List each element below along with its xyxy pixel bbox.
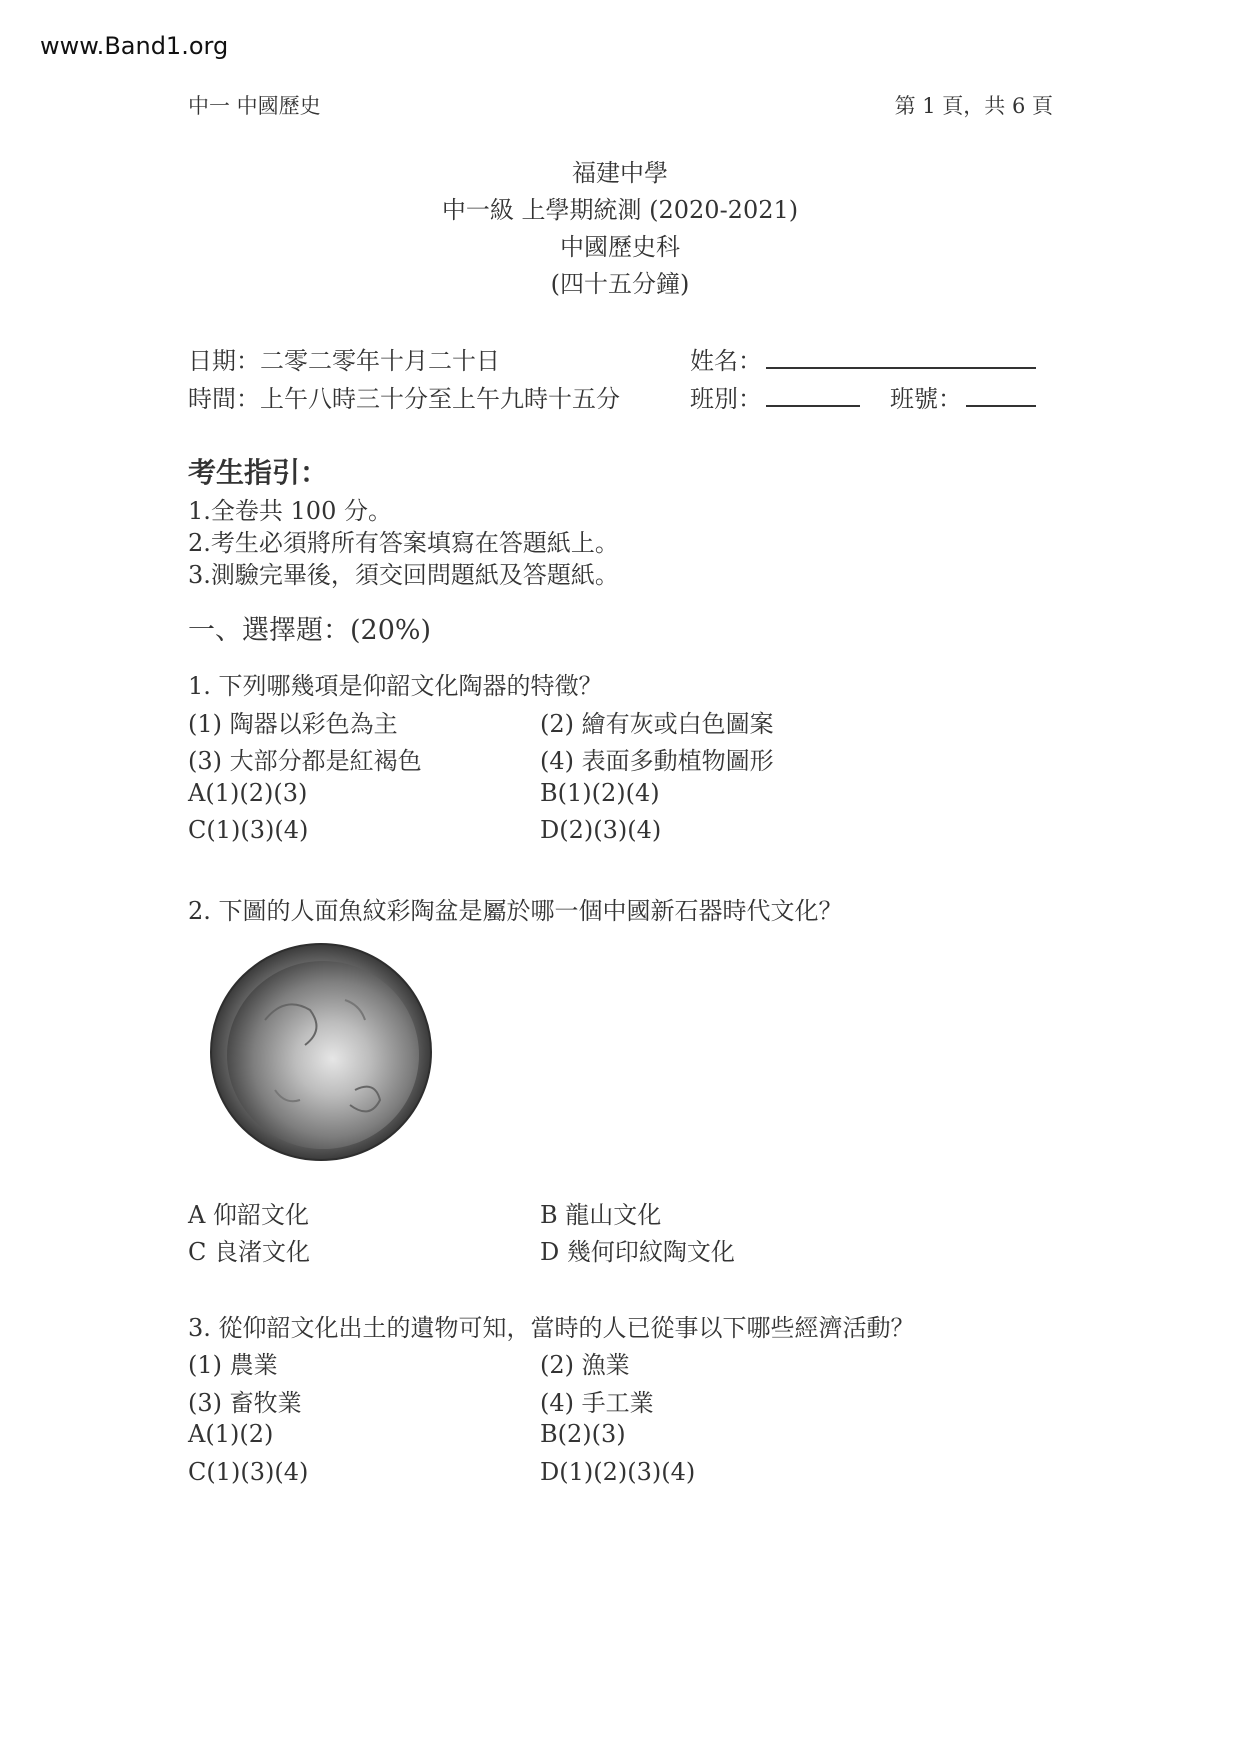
header-left: 中一 中國歷史 xyxy=(188,94,321,118)
painted-pottery-basin-image xyxy=(205,940,445,1168)
name-field[interactable] xyxy=(690,341,1036,376)
q3-choice-c: C(1)(3)(4) xyxy=(188,1458,309,1486)
class-field[interactable] xyxy=(690,379,860,414)
exam-date: 日期：二零二零年十月二十日 xyxy=(188,347,500,375)
q1-item-4: (4) 表面多動植物圖形 xyxy=(540,747,774,775)
q1-item-1: (1) 陶器以彩色為主 xyxy=(188,710,398,738)
q3-choice-a: A(1)(2) xyxy=(188,1420,274,1448)
q1-choice-d: D(2)(3)(4) xyxy=(540,816,662,844)
exam-time: 時間：上午八時三十分至上午九時十五分 xyxy=(188,385,620,413)
class-blank[interactable] xyxy=(766,385,860,407)
q3-item-1: (1) 農業 xyxy=(188,1351,278,1379)
number-field[interactable] xyxy=(890,379,1036,414)
number-blank[interactable] xyxy=(966,385,1036,407)
instructions-heading: 考生指引： xyxy=(188,456,329,489)
q2-choice-b: B 龍山文化 xyxy=(540,1201,662,1229)
q3-choice-d: D(1)(2)(3)(4) xyxy=(540,1458,696,1486)
q3-choice-b: B(2)(3) xyxy=(540,1420,626,1448)
name-label: 姓名： xyxy=(690,347,762,375)
instruction-item: 2.考生必須將所有答案填寫在答題紙上。 xyxy=(188,529,619,557)
number-label: 班號： xyxy=(890,385,962,413)
q2-choice-c: C 良渚文化 xyxy=(188,1238,310,1266)
q2-choice-d: D 幾何印紋陶文化 xyxy=(540,1238,735,1266)
q2-question: 2. 下圖的人面魚紋彩陶盆是屬於哪一個中國新石器時代文化？ xyxy=(188,897,843,925)
q1-item-2: (2) 繪有灰或白色圖案 xyxy=(540,710,774,738)
q2-choice-a: A 仰韶文化 xyxy=(188,1201,309,1229)
class-label: 班別： xyxy=(690,385,762,413)
q3-question: 3. 從仰韶文化出土的遺物可知，當時的人已從事以下哪些經濟活動？ xyxy=(188,1314,915,1342)
q3-item-3: (3) 畜牧業 xyxy=(188,1389,302,1417)
instruction-item: 1.全卷共 100 分。 xyxy=(188,497,392,525)
q1-choice-b: B(1)(2)(4) xyxy=(540,779,660,807)
subject-title: 中國歷史科 xyxy=(560,233,680,261)
exam-title: 中一級 上學期統測 (2020-2021) xyxy=(441,196,799,224)
q1-choice-c: C(1)(3)(4) xyxy=(188,816,309,844)
q1-item-3: (3) 大部分都是紅褐色 xyxy=(188,747,422,775)
name-blank[interactable] xyxy=(766,347,1036,369)
watermark: www.Band1.org xyxy=(40,32,229,60)
q3-item-2: (2) 漁業 xyxy=(540,1351,630,1379)
q1-question: 1. 下列哪幾項是仰韶文化陶器的特徵？ xyxy=(188,672,603,700)
instruction-item: 3.測驗完畢後，須交回問題紙及答題紙。 xyxy=(188,561,619,589)
duration: (四十五分鐘) xyxy=(550,270,690,298)
q3-item-4: (4) 手工業 xyxy=(540,1389,654,1417)
section-title: 一、選擇題：(20%) xyxy=(188,615,432,646)
school-name: 福建中學 xyxy=(572,159,668,187)
header-right: 第 1 頁，共 6 頁 xyxy=(894,94,1053,118)
q1-choice-a: A(1)(2)(3) xyxy=(188,779,308,807)
